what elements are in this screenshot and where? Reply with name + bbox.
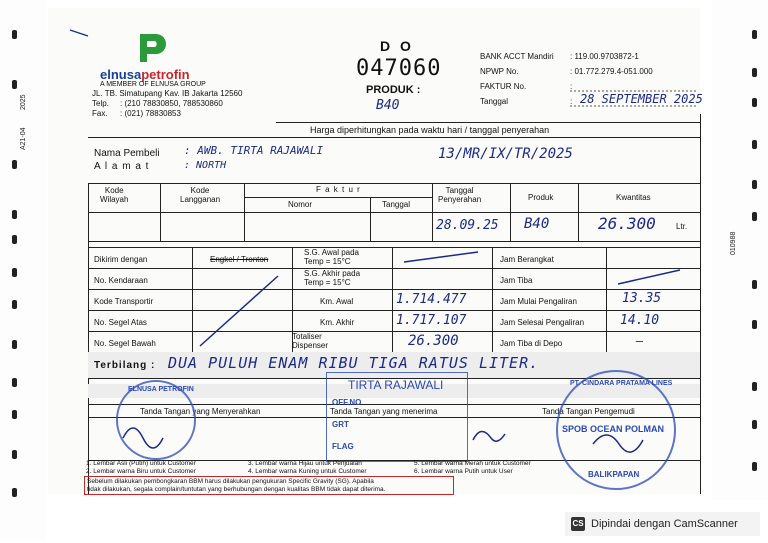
spob-stamp-arc-bottom: BALIKPAPAN	[588, 470, 640, 479]
sig-left-label: Tanda Tangan yang Menyerahkan	[140, 407, 261, 416]
sg-awal-label: S.G. Awal pada Temp = 15°C	[304, 248, 359, 266]
perforation-hole	[752, 462, 757, 471]
jam-depo-label: Jam Tiba di Depo	[500, 339, 563, 348]
camscanner-watermark	[565, 512, 760, 536]
spob-stamp-arc-top: PT. CINDARA PRATAMA LINES	[570, 380, 673, 387]
km-akhir-label: Km. Akhir	[320, 318, 355, 327]
camscanner-text: Dipindai dengan CamScanner	[591, 518, 738, 530]
side-code-serial: 010988	[730, 231, 737, 255]
perforation-hole	[752, 420, 757, 429]
km-awal-label: Km. Awal	[320, 297, 354, 306]
faktur-label: FAKTUR No.	[480, 82, 527, 91]
company-name: elnusapetrofin	[100, 67, 190, 82]
nama-pembeli-value: : AWB. TIRTA RAJAWALI	[184, 144, 324, 157]
perforation-hole	[752, 140, 757, 149]
perforation-hole	[12, 300, 17, 309]
perforation-hole	[12, 378, 17, 387]
perforation-hole	[12, 80, 17, 89]
alamat-value: : NORTH	[184, 160, 227, 171]
copy-3: 3. Lembar warna Hijau untuk Penjualan	[248, 460, 362, 467]
col-tanggal: Tanggal	[382, 200, 411, 209]
val-kuantitas: 26.300	[598, 214, 656, 233]
company-address: JL. TB. Simatupang Kav. IB Jakarta 12560	[92, 89, 243, 98]
disclaimer-line-1: Sebelum dilakukan pembongkaran BBM harus dilakukan pengukuran Specific Gravity (SG). Apabila	[87, 478, 374, 485]
phone-label: Telp.	[92, 99, 109, 108]
perforation-hole	[752, 98, 757, 107]
side-code-year: 2025	[20, 94, 27, 110]
perforation-hole	[752, 280, 757, 289]
stamp-line-grt: GRT	[332, 420, 349, 429]
perforation-hole	[12, 30, 17, 39]
nama-pembeli-label: Nama Pembeli	[94, 148, 160, 159]
npwp-label: NPWP No.	[480, 67, 519, 76]
perforation-hole	[12, 488, 17, 497]
npwp-value: : 01.772.279.4-051.000	[570, 67, 653, 76]
side-code-form: A21-04	[20, 127, 27, 150]
sig-right-label: Tanda Tangan Pengemudi	[542, 407, 635, 416]
perforation-hole	[752, 320, 757, 329]
col-faktur: F a k t u r	[316, 185, 361, 194]
tanggal-colon: :	[570, 97, 573, 106]
produk-value: B40	[376, 98, 400, 113]
spob-stamp-name: SPOB OCEAN POLMAN	[562, 424, 665, 434]
perforation-hole	[12, 410, 17, 419]
company-member: A MEMBER OF ELNUSA GROUP	[100, 81, 206, 88]
doc-number: 047060	[356, 56, 442, 81]
camscanner-logo-icon: CS	[571, 517, 585, 531]
perforation-hole	[12, 210, 17, 219]
delivery-order-form	[48, 8, 703, 494]
sg-akhir-label: S.G. Akhir pada Temp = 15°C	[304, 269, 361, 287]
segel-bawah-label: No. Segel Bawah	[94, 339, 156, 348]
disclaimer-line-2: tidak dilakukan, segala complain/tuntutan yang berhubungan dengan kualitas BBM tidak dapat diterima.	[87, 486, 386, 493]
dikirim-label: Dikirim dengan	[94, 255, 148, 264]
jam-tiba-label: Jam Tiba	[500, 276, 533, 285]
rule	[700, 114, 701, 494]
km-akhir-value: 1.717.107	[396, 313, 467, 328]
perforation-hole	[752, 30, 757, 39]
jam-mulai-value: 13.35	[622, 291, 662, 306]
copy-4: 4. Lembar warna Kuning untuk Customer	[248, 468, 367, 475]
col-kode-langganan: Kode Langganan	[180, 186, 221, 204]
copy-2: 2. Lembar warna Biru untuk Customer	[86, 468, 196, 475]
dikirim-value: Engkel / Tronton	[210, 255, 269, 264]
disclaimer-box	[84, 476, 454, 495]
val-produk: B40	[524, 216, 550, 232]
produk-label: PRODUK :	[366, 84, 421, 96]
perforation-hole	[12, 235, 17, 244]
right-tractor-strip	[712, 0, 768, 500]
totaliser-label: Totaliser Dispenser	[292, 332, 329, 350]
fax-label: Fax.	[92, 109, 108, 118]
faktur-value: :	[570, 82, 573, 91]
tanggal-label: Tanggal	[480, 97, 509, 106]
unit-ltr: Ltr.	[676, 222, 688, 231]
bank-value: : 119.00.9703872-1	[570, 52, 639, 61]
alamat-label: A l a m a t	[94, 161, 150, 172]
fax-value: : (021) 78830853	[120, 109, 181, 118]
perforation-hole	[12, 160, 17, 169]
col-produk: Produk	[528, 193, 554, 202]
elnusa-stamp-text: ELNUSA PETROFIN	[128, 386, 194, 393]
perforation-hole	[12, 268, 17, 277]
col-kode-wilayah: Kode Wilayah	[100, 186, 129, 204]
kendaraan-label: No. Kendaraan	[94, 276, 148, 285]
perforation-hole	[752, 212, 757, 221]
copy-1: 1. Lembar Asli (Putih) untuk Customer	[86, 460, 196, 467]
col-kuantitas: Kwantitas	[616, 193, 651, 202]
stamp-line-off: OFF.NO	[332, 398, 362, 407]
jam-depo-value: —	[636, 334, 644, 348]
perforation-hole	[12, 340, 17, 349]
price-note: Harga diperhitungkan pada waktu hari / tanggal penyerahan	[310, 125, 550, 135]
jam-selesai-value: 14.10	[620, 313, 660, 328]
doc-title: D O	[380, 38, 414, 54]
transportir-label: Kode Transportir	[94, 297, 154, 306]
jam-mulai-label: Jam Mulai Pengaliran	[500, 297, 577, 306]
perforation-hole	[752, 180, 757, 189]
sig-center-label: Tanda Tangan yang menerima	[330, 407, 438, 416]
left-tractor-strip	[0, 0, 46, 540]
stamp-line-flag: FLAG	[332, 442, 354, 451]
perforation-hole	[752, 382, 757, 391]
tanggal-value: 28 SEPTEMBER 2025	[580, 92, 703, 106]
segel-atas-label: No. Segel Atas	[94, 318, 147, 327]
perforation-hole	[12, 450, 17, 459]
totaliser-value: 26.300	[408, 333, 459, 349]
reference-number: 13/MR/IX/TR/2025	[438, 146, 573, 162]
terbilang-value: DUA PULUH ENAM RIBU TIGA RATUS LITER.	[168, 354, 540, 372]
copy-6: 6. Lembar warna Putih untuk User	[414, 468, 513, 475]
col-nomor: Nomor	[288, 200, 313, 209]
stamp-title: TIRTA RAJAWALI	[348, 378, 444, 392]
copy-5: 5. Lembar warna Merah untuk Customer	[414, 460, 531, 467]
val-tanggal-penyerahan: 28.09.25	[436, 218, 499, 233]
jam-berangkat-label: Jam Berangkat	[500, 255, 554, 264]
terbilang-label: Terbilang :	[94, 360, 156, 371]
jam-selesai-label: Jam Selesai Pengaliran	[500, 318, 585, 327]
bank-label: BANK ACCT Mandiri	[480, 52, 554, 61]
col-tanggal-penyerahan: Tanggal Penyerahan	[438, 186, 482, 204]
km-awal-value: 1.714.477	[396, 292, 467, 307]
perforation-hole	[752, 68, 757, 77]
phone-value: : (210 78830850, 788530860	[120, 99, 223, 108]
